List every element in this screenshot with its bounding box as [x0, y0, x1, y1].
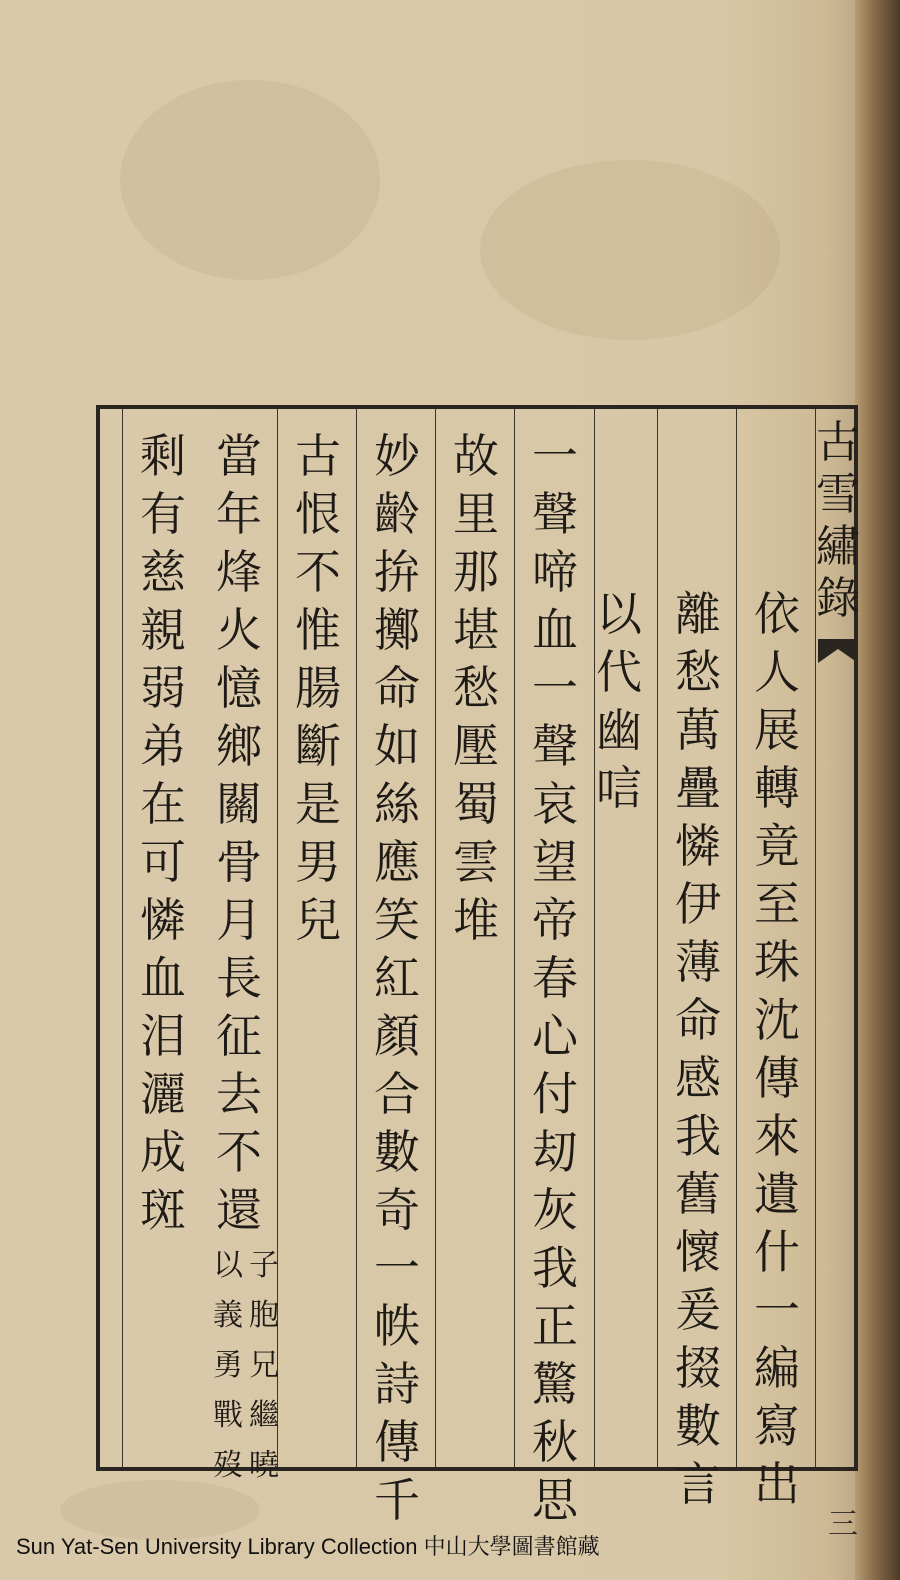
text-glyph: 關: [216, 777, 262, 831]
text-glyph: 雲: [453, 835, 499, 889]
text-glyph: 弱: [140, 661, 186, 715]
text-glyph: 征: [216, 1009, 262, 1063]
text-glyph: 聲: [532, 719, 578, 773]
text-glyph: 舊: [675, 1167, 721, 1221]
text-glyph: 至: [754, 877, 800, 931]
text-glyph: 言: [675, 1457, 721, 1511]
text-glyph: 秋: [532, 1415, 578, 1469]
text-column-5: [437, 427, 515, 949]
text-glyph: 烽: [216, 545, 262, 599]
text-glyph: 展: [754, 703, 800, 757]
annotation-left: [210, 1241, 246, 1491]
text-glyph: 長: [216, 951, 262, 1005]
text-glyph: 刧: [532, 1125, 578, 1179]
text-glyph: 如: [374, 719, 420, 773]
text-glyph: 鄉: [216, 719, 262, 773]
text-glyph: 齡: [374, 487, 420, 541]
text-glyph: 蜀: [453, 777, 499, 831]
text-glyph: 去: [216, 1067, 262, 1121]
paper-stain: [120, 80, 380, 280]
text-glyph: 心: [532, 1009, 578, 1063]
text-glyph: 人: [754, 645, 800, 699]
text-glyph: 灑: [140, 1067, 186, 1121]
text-glyph: 年: [216, 487, 262, 541]
annotation-glyph: 義: [213, 1298, 243, 1333]
text-glyph: 一: [532, 661, 578, 715]
text-glyph: 爰: [675, 1283, 721, 1337]
text-glyph: 剩: [140, 429, 186, 483]
text-glyph: 命: [675, 993, 721, 1047]
text-glyph: 是: [295, 777, 341, 831]
text-glyph: 什: [754, 1225, 800, 1279]
text-glyph: 啼: [532, 545, 578, 599]
annotation-right: [246, 1241, 282, 1491]
title-glyph: 繡: [816, 521, 860, 572]
title-glyph: 雪: [816, 469, 860, 520]
title-glyph: 錄: [816, 573, 860, 624]
text-glyph: 愁: [675, 645, 721, 699]
text-glyph: 血: [140, 951, 186, 1005]
text-glyph: 堪: [453, 603, 499, 657]
text-glyph: 哀: [532, 777, 578, 831]
text-glyph: 不: [216, 1125, 262, 1179]
text-glyph: 春: [532, 951, 578, 1005]
text-glyph: 伊: [675, 877, 721, 931]
text-glyph: 拚: [374, 545, 420, 599]
text-glyph: 灰: [532, 1183, 578, 1237]
text-glyph: 故: [453, 429, 499, 483]
text-glyph: 壓: [453, 719, 499, 773]
text-glyph: 斷: [295, 719, 341, 773]
text-glyph: 憶: [216, 661, 262, 715]
text-glyph: 寫: [754, 1399, 800, 1453]
title-column: [818, 417, 858, 625]
text-glyph: 親: [140, 603, 186, 657]
text-glyph: 數: [374, 1125, 420, 1179]
text-column-6: [358, 427, 436, 1529]
text-glyph: 愁: [453, 661, 499, 715]
text-glyph: 掇: [675, 1341, 721, 1395]
text-glyph: 詩: [374, 1357, 420, 1411]
text-glyph: 斑: [140, 1183, 186, 1237]
text-glyph: 萬: [675, 703, 721, 757]
text-column-2: [659, 585, 737, 1513]
library-credit: Sun Yat-Sen University Library Collection 中山大學圖書館藏: [16, 1534, 600, 1559]
text-glyph: 有: [140, 487, 186, 541]
text-glyph: 依: [754, 587, 800, 641]
text-glyph: 正: [532, 1299, 578, 1353]
title-glyph: 古: [816, 417, 860, 468]
text-frame: [96, 405, 860, 1542]
fish-tail-mark: [818, 639, 858, 663]
text-glyph: 懷: [675, 1225, 721, 1279]
text-glyph: 千: [374, 1473, 420, 1527]
text-glyph: 沈: [754, 993, 800, 1047]
book-spine: [855, 0, 900, 1580]
text-glyph: 一: [532, 429, 578, 483]
text-glyph: 驚: [532, 1357, 578, 1411]
text-glyph: 憐: [675, 819, 721, 873]
text-glyph: 絲: [374, 777, 420, 831]
text-glyph: 遺: [754, 1167, 800, 1221]
text-glyph: 幽: [596, 703, 642, 757]
text-glyph: 數: [675, 1399, 721, 1453]
text-glyph: 堆: [453, 893, 499, 947]
text-glyph: 我: [675, 1109, 721, 1163]
text-glyph: 珠: [754, 935, 800, 989]
text-glyph: 聲: [532, 487, 578, 541]
annotation-glyph: 胞: [249, 1298, 279, 1333]
text-glyph: 出: [754, 1457, 800, 1511]
annotation-glyph: 歿: [213, 1448, 243, 1483]
text-glyph: 笑: [374, 893, 420, 947]
text-glyph: 男: [295, 835, 341, 889]
annotation-glyph: 以: [213, 1248, 243, 1283]
text-glyph: 弟: [140, 719, 186, 773]
text-glyph: 薄: [675, 935, 721, 989]
text-glyph: 兒: [295, 893, 341, 947]
text-glyph: 應: [374, 835, 420, 889]
text-glyph: 合: [374, 1067, 420, 1121]
text-glyph: 命: [374, 661, 420, 715]
text-glyph: 代: [596, 645, 642, 699]
annotation-glyph: 子: [249, 1248, 279, 1283]
text-column-1: [738, 585, 816, 1513]
text-glyph: 付: [532, 1067, 578, 1121]
text-glyph: 不: [295, 545, 341, 599]
text-glyph: 轉: [754, 761, 800, 815]
text-column-8: [200, 427, 278, 1239]
text-glyph: 傳: [374, 1415, 420, 1469]
annotation-glyph: 戰: [213, 1398, 243, 1433]
text-glyph: 傳: [754, 1051, 800, 1105]
text-glyph: 帙: [374, 1299, 420, 1353]
text-glyph: 惟: [295, 603, 341, 657]
text-glyph: 編: [754, 1341, 800, 1395]
text-column-4: [516, 427, 594, 1529]
text-glyph: 里: [453, 487, 499, 541]
annotation-glyph: 勇: [213, 1348, 243, 1383]
text-glyph: 顏: [374, 1009, 420, 1063]
text-glyph: 骨: [216, 835, 262, 889]
text-glyph: 月: [216, 893, 262, 947]
text-glyph: 成: [140, 1125, 186, 1179]
text-glyph: 唁: [596, 761, 642, 815]
text-glyph: 一: [754, 1283, 800, 1337]
text-glyph: 血: [532, 603, 578, 657]
text-glyph: 以: [596, 587, 642, 641]
text-glyph: 慈: [140, 545, 186, 599]
text-glyph: 恨: [295, 487, 341, 541]
text-glyph: 當: [216, 429, 262, 483]
text-glyph: 那: [453, 545, 499, 599]
text-glyph: 擲: [374, 603, 420, 657]
paper-stain: [480, 160, 780, 340]
text-glyph: 在: [140, 777, 186, 831]
text-glyph: 思: [532, 1473, 578, 1527]
text-glyph: 妙: [374, 429, 420, 483]
text-glyph: 一: [374, 1241, 420, 1295]
annotation-glyph: 曉: [249, 1448, 279, 1483]
book-title: [808, 417, 868, 625]
text-glyph: 還: [216, 1183, 262, 1237]
text-glyph: 竟: [754, 819, 800, 873]
text-glyph: 奇: [374, 1183, 420, 1237]
text-glyph: 感: [675, 1051, 721, 1105]
text-glyph: 紅: [374, 951, 420, 1005]
page-number: 三: [828, 1507, 858, 1542]
text-column-9: [124, 427, 202, 1239]
text-glyph: 我: [532, 1241, 578, 1295]
text-glyph: 來: [754, 1109, 800, 1163]
text-glyph: 離: [675, 587, 721, 641]
text-glyph: 古: [295, 429, 341, 483]
text-glyph: 望: [532, 835, 578, 889]
text-glyph: 憐: [140, 893, 186, 947]
text-glyph: 帝: [532, 893, 578, 947]
text-glyph: 泪: [140, 1009, 186, 1063]
annotation-glyph: 繼: [249, 1398, 279, 1433]
annotation-glyph: 兄: [249, 1348, 279, 1383]
text-column-7: [279, 427, 357, 949]
text-glyph: 可: [140, 835, 186, 889]
text-glyph: 火: [216, 603, 262, 657]
text-glyph: 疊: [675, 761, 721, 815]
text-glyph: 腸: [295, 661, 341, 715]
